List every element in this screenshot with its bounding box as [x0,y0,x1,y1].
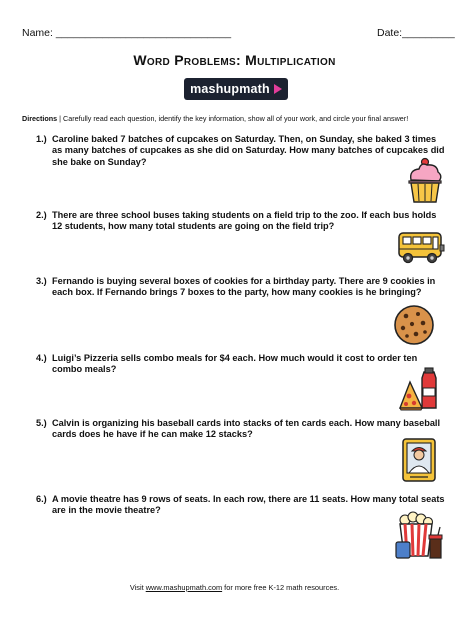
question-number: 1.) [36,134,47,144]
baseball-card-icon [401,437,437,483]
question-text: Fernando is buying several boxes of cookies for a birthday party. There are 9 cookies in each box. If Fernando brings 7 boxes to the party, how many cookies is he bringing? [52,276,436,298]
cookie-icon [392,303,436,347]
directions-text: | Carefully read each question, identify the key information, show all of your work, and circle your final answer! [57,114,409,123]
footer-suffix: for more free K-12 math resources. [222,583,340,592]
bus-icon [396,229,446,265]
date-field-label: Date:_________ [377,27,455,39]
question-number: 3.) [36,276,47,286]
mashupmath-link[interactable]: www.mashupmath.com [145,583,223,592]
logo-text: mashupmath [190,82,270,96]
play-icon [274,84,282,94]
page-title: Word Problems: Multiplication [133,52,336,68]
question-text: A movie theatre has 9 rows of seats. In each row, there are 11 seats. How many total seats are in the movie theatre? [52,494,445,516]
cupcake-icon [405,156,445,204]
question-1 [36,134,446,168]
question-number: 4.) [36,353,47,363]
question-number: 2.) [36,210,47,220]
footer-prefix: Visit [129,583,146,592]
directions [22,114,452,123]
footer [0,583,469,592]
question-text: Calvin is organizing his baseball cards into stacks of ten cards each. How many baseball cards does he have if he can make 12 stacks? [52,418,441,440]
question-6 [36,494,446,517]
question-text: Caroline baked 7 batches of cupcakes on Saturday. Then, on Sunday, she baked 3 times as many batches of cupcakes as she did on Saturday. How many batches of cupcakes did she bake on Sunday? [52,134,445,167]
directions-label: Directions [22,114,58,123]
name-field-label: Name: ______________________________ [22,27,232,39]
pizza-soda-icon [398,366,444,412]
question-5 [36,418,446,441]
question-text: Luigi’s Pizzeria sells combo meals for $4 each. How much would it cost to order ten combo meals? [52,353,418,375]
question-2 [36,210,446,233]
popcorn-icon [395,510,443,560]
question-4 [36,353,446,376]
question-text: There are three school buses taking students on a field trip to the zoo. If each bus holds 12 students, how many total students are going on the field trip? [52,210,437,232]
mashupmath-logo [184,78,288,100]
question-number: 6.) [36,494,47,504]
question-number: 5.) [36,418,47,428]
question-3 [36,276,446,299]
